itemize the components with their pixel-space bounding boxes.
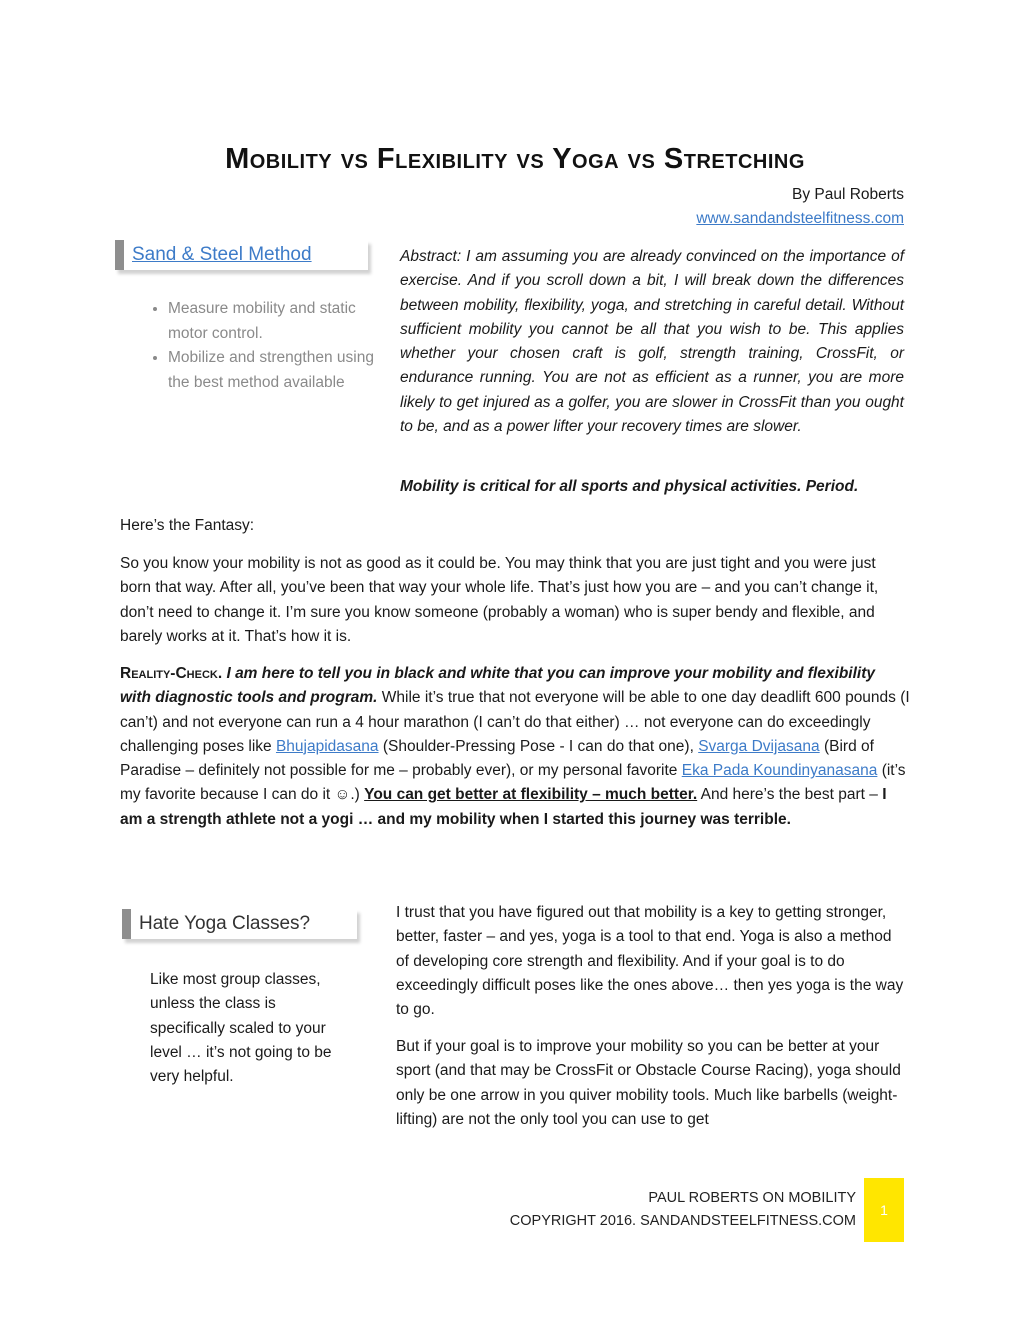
sidebar-method-title-link[interactable]: Sand & Steel Method [132, 244, 312, 265]
page-number-box [864, 1178, 904, 1242]
pose-link-svarga-dvijasana[interactable]: Svarga Dvijasana [698, 737, 820, 755]
page-title: Mobility vs Flexibility vs Yoga vs Stretching [225, 143, 805, 175]
author-byline: By Paul Roberts [792, 186, 904, 203]
list-item: • Measure mobility and static motor control. [168, 297, 378, 346]
fantasy-paragraph: So you know your mobility is not as good as it could be. You may think that you are just tight and you were just born that way. After all, you’ve been that way your whole life. That’s just how you are – and you can’t change it, don’t need to change it. I’m sure you know someone (probably a woman) who is super bendy and flexible, and barely works at it. That’s how it is. [120, 555, 879, 645]
page-number: 1 [880, 1202, 888, 1218]
yoga-paragraph-2: But if your goal is to improve your mobility so you can be better at your sport (and that may be CrossFit or Obstacle Course Racing), yoga should only be one arrow in you quiver mobility tools. Much like barbells (weight-lifting) are not the only tool you can use to get [396, 1038, 901, 1128]
reality-text-1: While it’s true that not everyone will be able to one day deadlift 600 pounds (I can’t) and not everyone can run a 4 hour marathon (I can’t do that either) … not everyone can do exceedingly challenging poses like [120, 689, 910, 755]
reality-check-lead: I am here to tell you in black and white that you can improve your mobility and flexibility with diagnostic tools and program. [120, 665, 875, 707]
list-item: • Mobilize and strengthen using the best method available [168, 346, 378, 395]
reality-text-2: (Shoulder-Pressing Pose - I can do that one), [382, 737, 694, 755]
website-link[interactable]: www.sandandsteelfitness.com [696, 210, 904, 227]
abstract-critical-statement: Mobility is critical for all sports and physical activities. Period. [400, 478, 859, 495]
footer-line-1: PAUL ROBERTS ON MOBILITY [648, 1190, 856, 1206]
page-footer [510, 1187, 856, 1233]
footer-line-2: COPYRIGHT 2016. SANDANDSTEELFITNESS.COM [509, 1213, 856, 1229]
yoga-paragraph-1: I trust that you have figured out that mobility is a key to getting stronger, better, faster – and yes, yoga is a tool to that end. Yoga is also a method of developing core strength and flexibility. And if your goal is to do exceedingly difficult poses like the ones above… then yes yoga is the way to go. [396, 904, 904, 1019]
reality-better-statement: You can get better at flexibility – much better. [364, 786, 698, 804]
reality-text-3: (Bird of Paradise – definitely not possible for me – probably ever), or my personal favorite [120, 737, 874, 780]
reality-text-5: And here’s the best part – [700, 786, 878, 804]
fantasy-heading: Here’s the Fantasy: [120, 517, 255, 534]
reality-text-4: (it’s my favorite because I can do it ☺.) [120, 762, 906, 804]
abstract-paragraph: Abstract: I am assuming you are already convinced on the importance of exercise. And if you scroll down a bit, I will break down the differences between mobility, flexibility, yoga, and stretching in careful detail. Without sufficient mobility you cannot be all that you wish to be. This applies whether your chosen craft is golf, strength training, CrossFit, or endurance running. You are not as efficient as a runner, you are more likely to get injured as a golfer, you are slower in CrossFit than you ought to be, and as a power lifter your recovery times are slower. [400, 248, 904, 436]
reality-ending-statement: I am a strength athlete not a yogi … and my mobility when I started this journey was terrible. [120, 786, 887, 828]
reality-check-paragraph [120, 662, 910, 832]
sidebar-yoga-text: Like most group classes, unless the class is specifically scaled to your level … it’s not going to be very helpful. [150, 971, 332, 1086]
pose-link-bhujapidasana[interactable]: Bhujapidasana [275, 737, 379, 755]
sidebar-method-list [136, 297, 378, 395]
pose-link-eka-pada-koundinyanasana[interactable]: Eka Pada Koundinyanasana [681, 762, 878, 780]
reality-check-label: Reality-Check. [120, 665, 223, 682]
sidebar-yoga-title: Hate Yoga Classes? [122, 909, 357, 939]
sidebar-method-title[interactable] [115, 240, 368, 270]
